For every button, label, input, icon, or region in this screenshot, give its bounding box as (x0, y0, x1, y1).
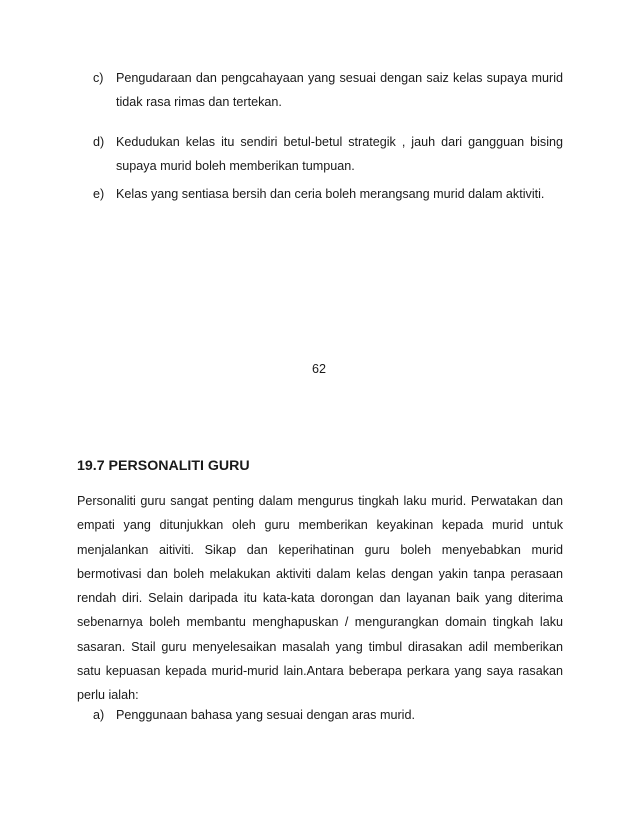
list-item-d (93, 130, 563, 178)
list-item-text: Penggunaan bahasa yang sesuai dengan aras murid. (116, 708, 415, 722)
list-item-a (93, 703, 563, 727)
list-marker: c) (93, 71, 104, 85)
page-number: 62 (311, 362, 326, 376)
list-item-text: Kedudukan kelas itu sendiri betul-betul strategik , jauh dari gangguan bising supaya murid boleh memberikan tumpuan. (116, 135, 563, 173)
body-paragraph: Personaliti guru sangat penting dalam mengurus tingkah laku murid. Perwatakan dan empati yang ditunjukkan oleh guru memberikan keyakinan kepada murid untuk menjalankan aitiviti. Sikap dan keperihatinan guru boleh menyebabkan murid bermotivasi dan boleh melakukan aktiviti dalam kelas dengan yakin tanpa perasaan rendah diri. Selain daripada itu kata-kata dorongan dan layanan baik yang diterima sebenarnya boleh membantu menghapuskan / mengurangkan domain tingkah laku sasaran. Stail guru menyelesaikan masalah yang timbul dirasakan adil memberikan satu kepuasan kepada murid-murid lain.Antara beberapa perkara yang saya rasakan perlu ialah: (77, 494, 563, 703)
list-marker: d) (93, 135, 105, 149)
list-marker: a) (93, 708, 105, 722)
list-item-text: Kelas yang sentiasa bersih dan ceria boleh merangsang murid dalam aktiviti. (116, 187, 545, 201)
list-item-e (93, 182, 563, 206)
list-item-text: Pengudaraan dan pengcahayaan yang sesuai dengan saiz kelas supaya murid tidak rasa rimas dan tertekan. (116, 71, 563, 109)
list-item-c (93, 66, 563, 114)
section-heading: 19.7 PERSONALITI GURU (77, 458, 250, 474)
list-marker: e) (93, 187, 105, 201)
